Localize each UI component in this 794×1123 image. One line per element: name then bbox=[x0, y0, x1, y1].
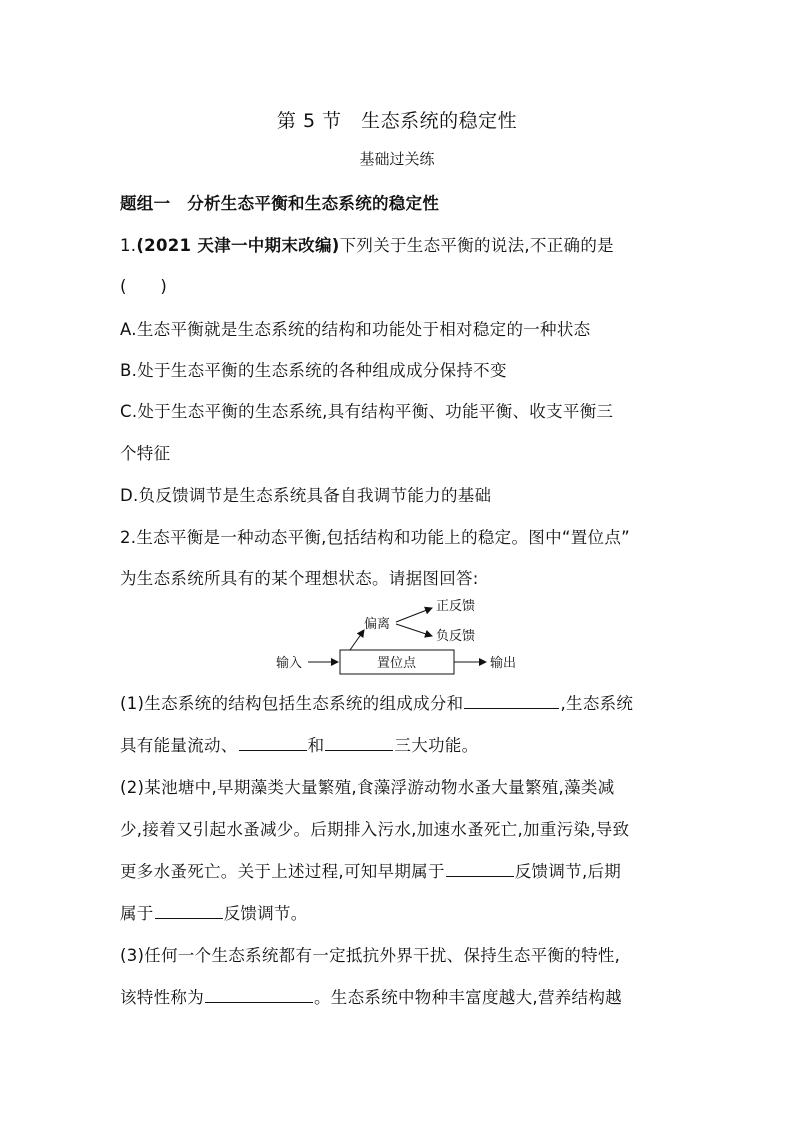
option-b: B.处于生态平衡的生态系统的各种组成成分保持不变 bbox=[120, 361, 507, 380]
subquestion-1-text: 三大功能。 bbox=[394, 736, 479, 755]
answer-blank[interactable] bbox=[205, 1001, 313, 1003]
question-source: (2021 天津一中期末改编) bbox=[136, 236, 340, 255]
answer-blank[interactable] bbox=[464, 707, 559, 709]
subquestion-2-text: 属于 bbox=[120, 904, 154, 923]
subquestion-2-text: 更多水蚤死亡。关于上述过程,可知早期属于 bbox=[120, 862, 445, 881]
subquestion-3-text: 该特性称为 bbox=[120, 988, 204, 1007]
subquestion-1-text: ,生态系统 bbox=[560, 694, 634, 713]
question-2-intro: 2.生态平衡是一种动态平衡,包括结构和功能上的稳定。图中“置位点” bbox=[120, 528, 630, 547]
option-d: D.负反馈调节是生态系统具备自我调节能力的基础 bbox=[120, 486, 492, 505]
positive-feedback-arrow bbox=[396, 608, 432, 622]
subquestion-2-continued: 少,接着又引起水蚤减少。后期排入污水,加速水蚤死亡,加重污染,导致 bbox=[120, 820, 630, 839]
subquestion-2-text: 反馈调节,后期 bbox=[514, 862, 622, 881]
subquestion-1-text: 和 bbox=[307, 736, 325, 755]
subquestion-2-text: 反馈调节。 bbox=[223, 904, 308, 923]
question-2-intro-continued: 为生态系统所具有的某个理想状态。请据图回答: bbox=[120, 569, 479, 588]
subquestion-1-text: 具有能量流动、 bbox=[120, 736, 238, 755]
subquestion-2-continued bbox=[120, 858, 621, 882]
option-c-continued: 个特征 bbox=[120, 444, 171, 463]
question-1-stem bbox=[120, 232, 614, 256]
diagram-setpoint-label: 置位点 bbox=[377, 656, 417, 671]
deviation-arrow bbox=[350, 630, 364, 650]
diagram-input-label: 输入 bbox=[276, 656, 303, 671]
subquestion-2-continued bbox=[120, 900, 308, 924]
subquestion-2: (2)某池塘中,早期藻类大量繁殖,食藻浮游动物水蚤大量繁殖,藻类减 bbox=[120, 778, 615, 797]
option-a: A.生态平衡就是生态系统的结构和功能处于相对稳定的一种状态 bbox=[120, 320, 591, 339]
negative-feedback-arrow bbox=[396, 624, 432, 636]
option-c: C.处于生态平衡的生态系统,具有结构平衡、功能平衡、收支平衡三 bbox=[120, 402, 614, 421]
diagram-negative-label: 负反馈 bbox=[436, 629, 476, 644]
question-text: 下列关于生态平衡的说法,不正确的是 bbox=[339, 236, 614, 255]
answer-paren: ( ) bbox=[120, 277, 168, 296]
diagram-deviation-label: 偏离 bbox=[364, 617, 391, 632]
subquestion-1 bbox=[120, 690, 633, 714]
subquestion-1-text: (1)生态系统的结构包括生态系统的组成成分和 bbox=[120, 694, 464, 713]
page-title: 第 5 节 生态系统的稳定性 bbox=[276, 110, 518, 132]
feedback-diagram bbox=[270, 592, 530, 682]
subquestion-3-text: 。生态系统中物种丰富度越大,营养结构越 bbox=[314, 988, 622, 1007]
diagram-output-label: 输出 bbox=[490, 656, 517, 671]
subquestion-3: (3)任何一个生态系统都有一定抵抗外界干扰、保持生态平衡的特性, bbox=[120, 946, 621, 965]
answer-blank[interactable] bbox=[325, 749, 393, 751]
question-number: 1. bbox=[120, 236, 137, 255]
subquestion-3-continued bbox=[120, 984, 622, 1008]
group-heading: 题组一 分析生态平衡和生态系统的稳定性 bbox=[120, 194, 440, 213]
answer-blank[interactable] bbox=[446, 875, 514, 877]
subquestion-1-continued bbox=[120, 732, 478, 756]
answer-blank[interactable] bbox=[239, 749, 307, 751]
diagram-positive-label: 正反馈 bbox=[436, 599, 476, 614]
section-subtitle: 基础过关练 bbox=[359, 150, 435, 168]
answer-blank[interactable] bbox=[155, 917, 223, 919]
